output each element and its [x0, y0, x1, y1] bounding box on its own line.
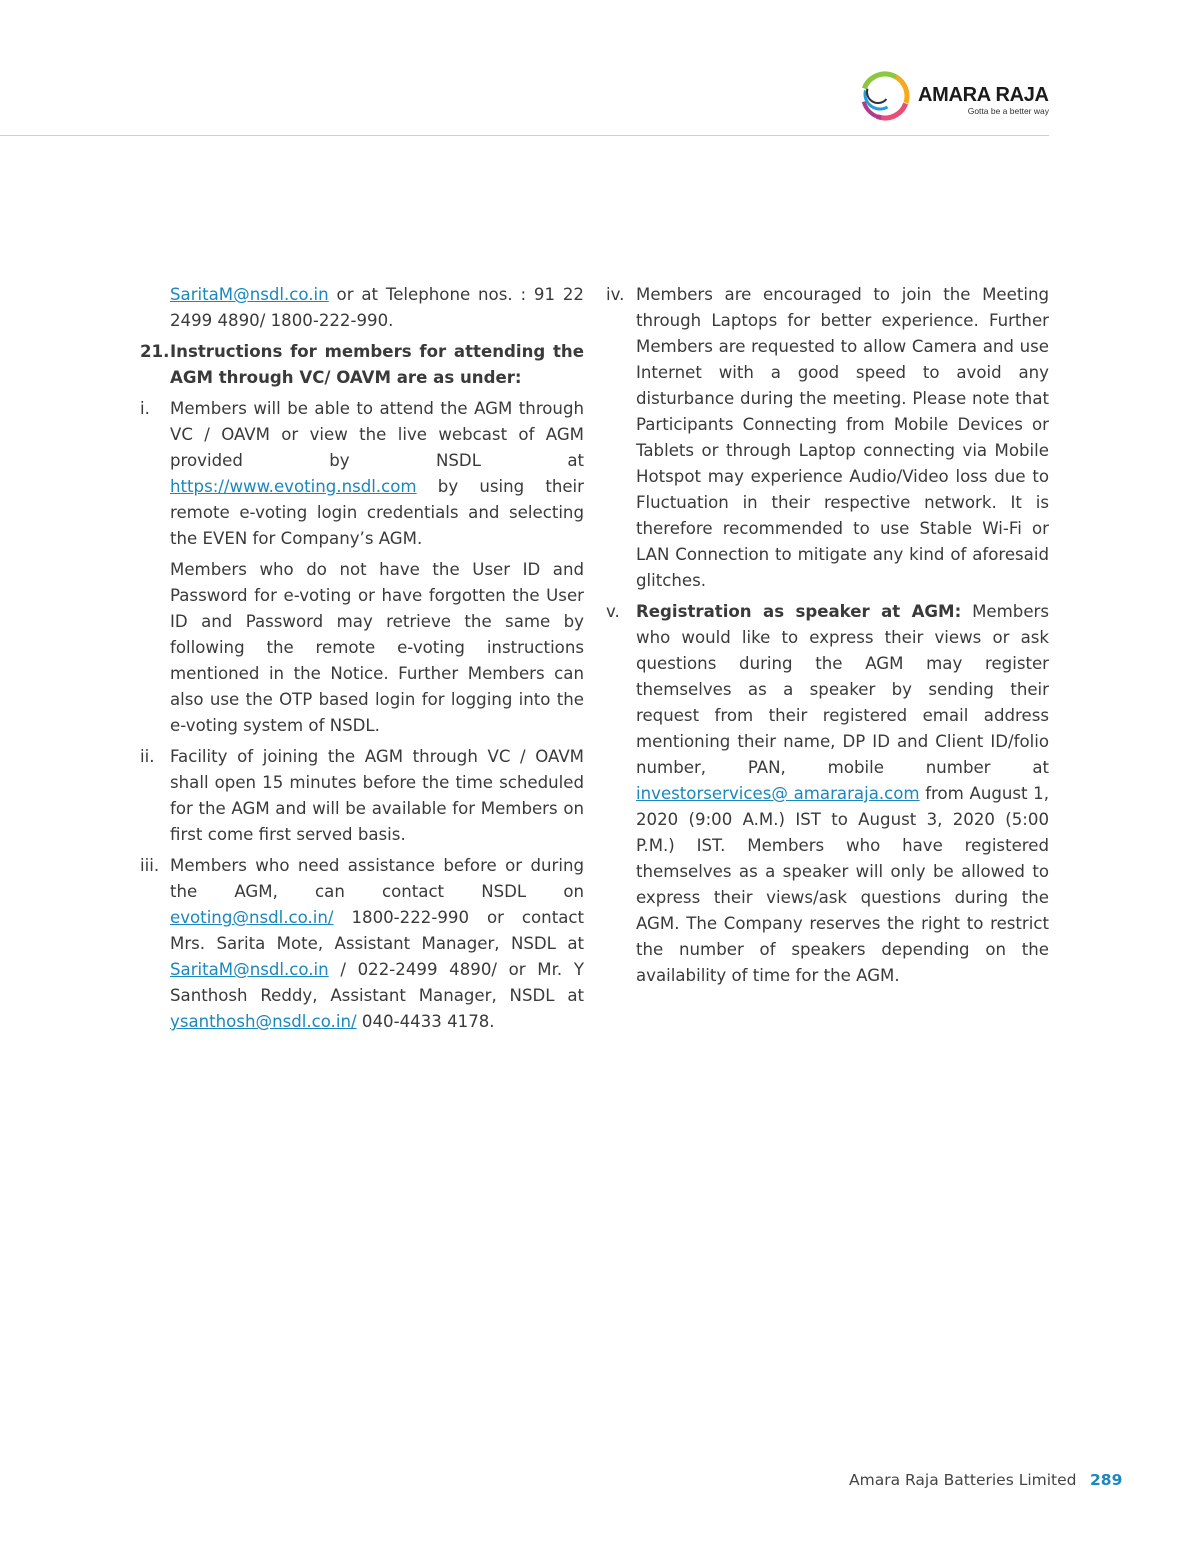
list-item-i-paragraph: Members who do not have the User ID and Password for e-voting or have forgotten the User ID and Password may retrieve the same by following the remote e-voting instructions mentioned in the Notice. Further Members can also use the OTP based login for logging into the e-voting system of NSDL. [170, 560, 584, 735]
list-item-iii [140, 853, 584, 1035]
evoting-url-link[interactable]: https://www.evoting.nsdl.com [170, 477, 417, 496]
continued-paragraph [140, 282, 584, 334]
item-text: by using their remote e-voting login credentials and selecting the EVEN for Company’s AGM. [170, 477, 584, 548]
item-number: ii. [140, 747, 155, 766]
item-text: from August 1, 2020 (9:00 A.M.) IST to August 3, 2020 (5:00 P.M.) IST. Members who have registered themselves as a speaker will only be allowed to express their views/ask questions during the AGM. The Company reserves the right to restrict the number of speakers depending on the availability of time for the AGM. [636, 784, 1049, 985]
page-number: 289 [1090, 1471, 1123, 1489]
item-text: Members are encouraged to join the Meeting through Laptops for better experience. Further Members are requested to allow Camera and use Internet with a good speed to avoid any disturbance during the meeting. Please note that Participants Connecting from Mobile Devices or Tablets or through Laptop connecting via Mobile Hotspot may experience Audio/Video loss due to Fluctuation in their respective network. It is therefore recommended to use Stable Wi-Fi or LAN Connection to mitigate any kind of aforesaid glitches. [636, 285, 1049, 590]
continued-text: or at Telephone nos. : 91 22 2499 4890/ 1800-222-990. [170, 285, 584, 330]
item-text: / 022-2499 4890/ or Mr. Y Santhosh Reddy, Assistant Manager, NSDL at [170, 960, 584, 1005]
list-item-v [606, 599, 1049, 989]
santhosh-email-link[interactable]: ysanthosh@nsdl.co.in/ [170, 1012, 357, 1031]
brand-tagline: Gotta be a better way [967, 106, 1049, 116]
list-item-iv [606, 282, 1049, 594]
item-number: i. [140, 399, 150, 418]
right-column [606, 282, 1049, 994]
brand-logo [858, 70, 1058, 126]
footer-company-name: Amara Raja Batteries Limited [849, 1471, 1077, 1489]
item-text: Members who would like to express their views or ask questions during the AGM may register themselves as a speaker by sending their request from their registered email address mentioning their name, DP ID and Client ID/folio number, PAN, mobile number at [636, 602, 1049, 777]
list-item-ii [140, 744, 584, 848]
left-column [140, 282, 584, 1040]
investor-services-email-link[interactable]: investorservices@ amararaja.com [636, 784, 920, 803]
item-text: 040-4433 4178. [356, 1012, 495, 1031]
item-bold-lead: Registration as speaker at AGM: [636, 602, 962, 621]
section-21-heading [140, 339, 584, 391]
item-number: v. [606, 602, 620, 621]
amara-raja-logo-mark-icon [858, 70, 910, 122]
sarita-email-link[interactable]: SaritaM@nsdl.co.in [170, 960, 329, 979]
item-text: Members will be able to attend the AGM through VC / OAVM or view the live webcast of AGM provided by NSDL at [170, 399, 584, 470]
header-divider [0, 135, 1049, 136]
evoting-email-link[interactable]: evoting@nsdl.co.in/ [170, 908, 334, 927]
sarita-email-link[interactable]: SaritaM@nsdl.co.in [170, 285, 329, 304]
list-item-i [140, 396, 584, 552]
section-heading-text: Instructions for members for attending the AGM through VC/ OAVM are as under: [170, 342, 584, 387]
item-text: 1800-222-990 or contact Mrs. Sarita Mote, Assistant Manager, NSDL at [170, 908, 584, 953]
item-number: iii. [140, 856, 160, 875]
item-number: iv. [606, 285, 625, 304]
section-number: 21. [140, 342, 170, 361]
brand-name: AMARA RAJA [918, 84, 1049, 106]
item-text: Members who need assistance before or during the AGM, can contact NSDL on [170, 856, 584, 901]
item-text: Facility of joining the AGM through VC / OAVM shall open 15 minutes before the time scheduled for the AGM and will be available for Members on first come first served basis. [170, 747, 584, 844]
